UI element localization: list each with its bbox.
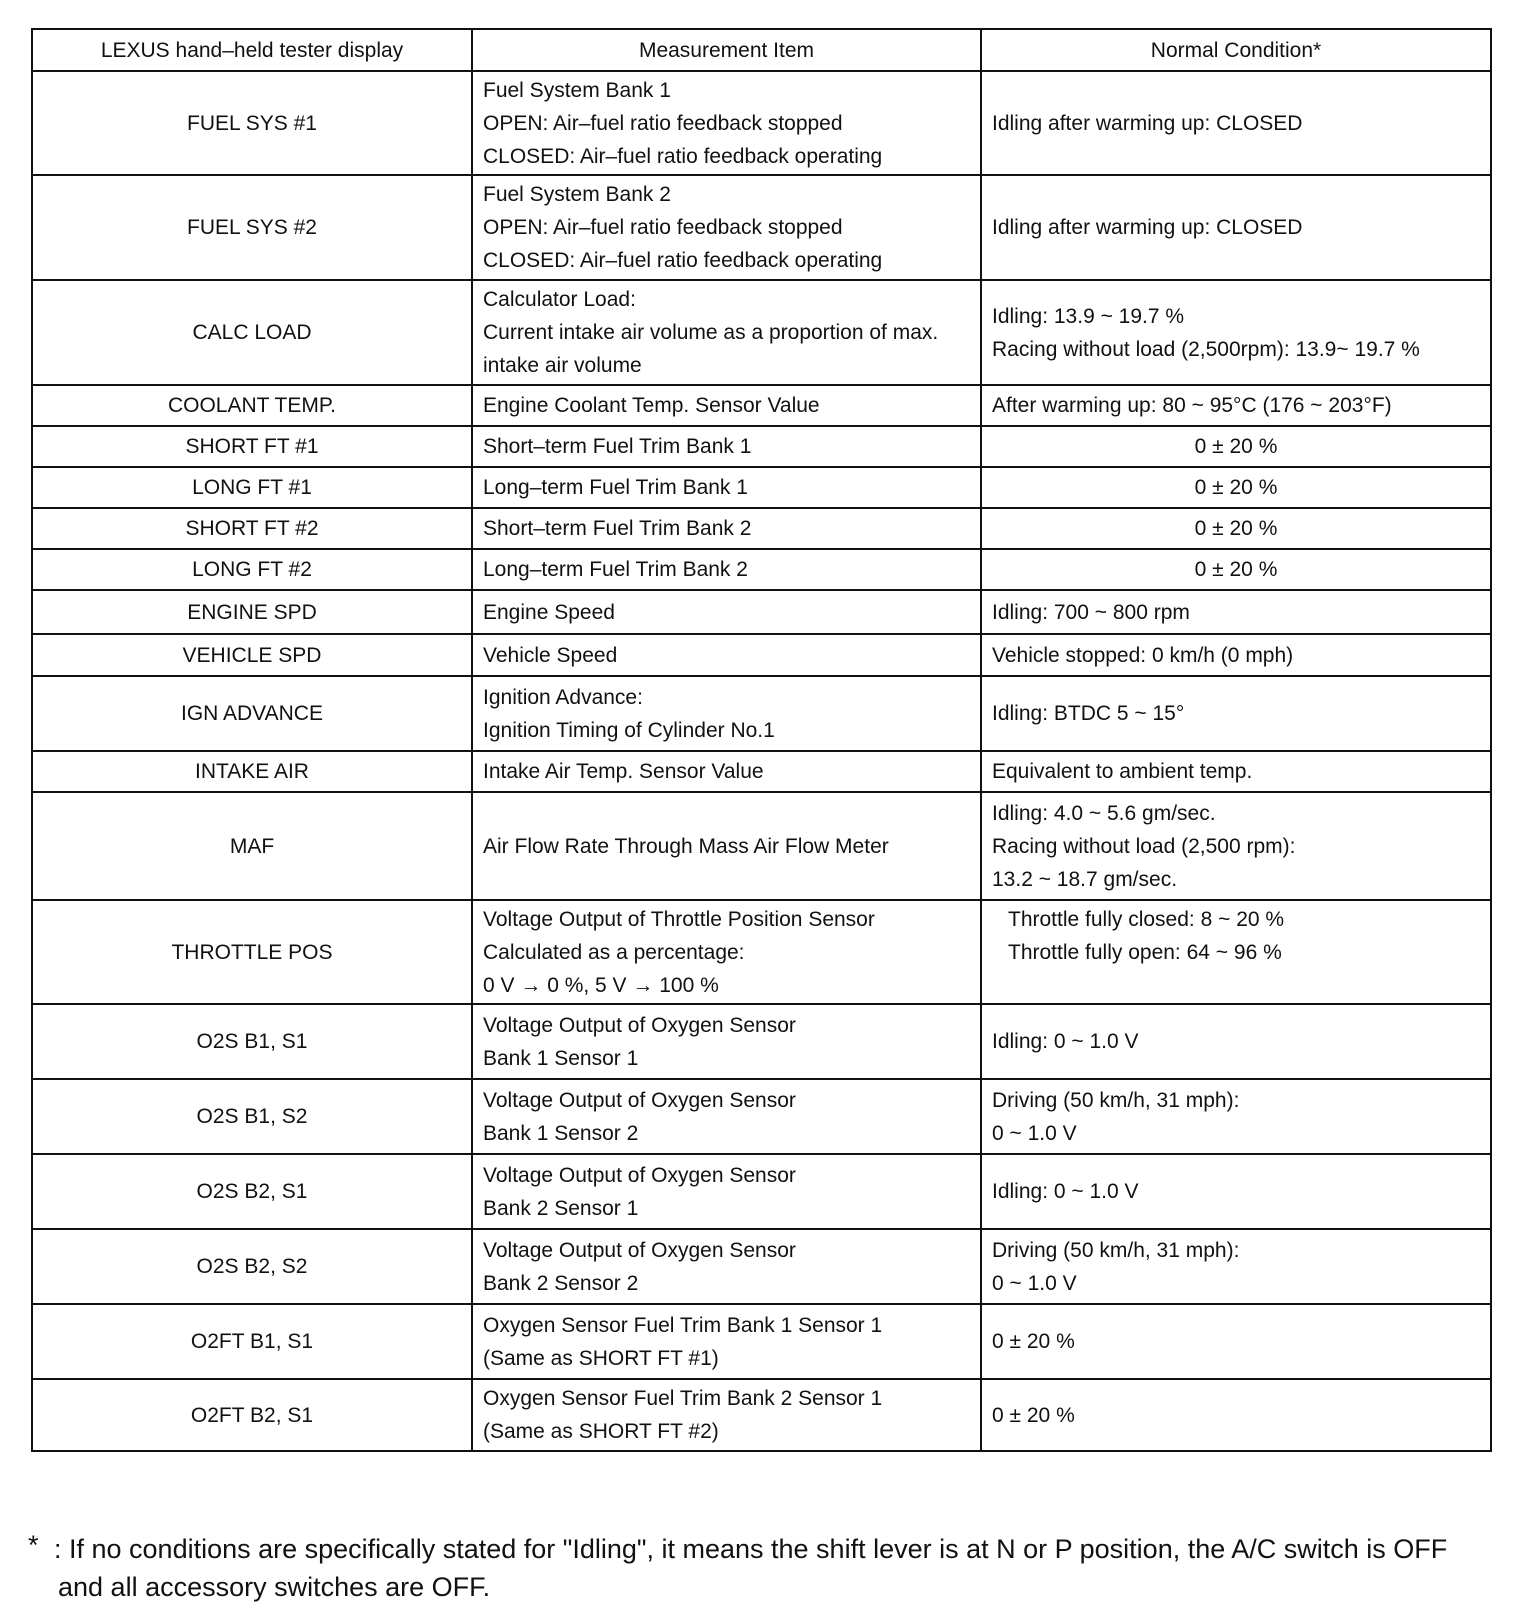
- measurement-item-cell: [472, 549, 981, 590]
- measurement-line: Oxygen Sensor Fuel Trim Bank 2 Sensor 1: [483, 1387, 883, 1410]
- measurement-line: Voltage Output of Oxygen Sensor: [483, 1163, 796, 1187]
- table-row: [32, 590, 1491, 634]
- measurement-item-cell: [472, 676, 981, 751]
- measurement-item-cell: [472, 1229, 981, 1304]
- measurement-line: Fuel System Bank 1: [483, 78, 671, 102]
- normal-condition-line: 13.2 ~ 18.7 gm/sec.: [992, 867, 1178, 891]
- normal-condition-cell: [981, 1229, 1491, 1304]
- normal-condition-line: Vehicle stopped: 0 km/h (0 mph): [992, 643, 1294, 667]
- table-row: [32, 751, 1491, 792]
- normal-condition-cell: [981, 508, 1491, 549]
- header-measurement: Measurement Item: [472, 29, 981, 71]
- measurement-line: Voltage Output of Oxygen Sensor: [483, 1088, 796, 1112]
- normal-condition-cell: [981, 426, 1491, 467]
- measurement-line: Calculated as a percentage:: [483, 940, 745, 964]
- measurement-line: (Same as SHORT FT #2): [483, 1420, 719, 1443]
- table-row: [32, 1304, 1491, 1379]
- table-row: [32, 1229, 1491, 1304]
- tester-display-cell: MAF: [32, 792, 472, 900]
- tester-display-cell: THROTTLE POS: [32, 900, 472, 1004]
- normal-condition-line: Idling: 0 ~ 1.0 V: [992, 1030, 1139, 1053]
- normal-condition-line: 0 ± 20 %: [1194, 517, 1278, 540]
- measurement-line: CLOSED: Air–fuel ratio feedback operating: [483, 144, 883, 168]
- measurement-item-cell: [472, 792, 981, 900]
- table-row: [32, 1154, 1491, 1229]
- tester-display-cell: IGN ADVANCE: [32, 676, 472, 751]
- normal-condition-line: 0 ~ 1.0 V: [992, 1121, 1077, 1145]
- normal-condition-cell: [981, 175, 1491, 280]
- table-row: [32, 1379, 1491, 1451]
- normal-condition-line: Idling after warming up: CLOSED: [992, 111, 1303, 135]
- normal-condition-line: 0 ± 20 %: [1194, 476, 1278, 499]
- measurement-item-cell: [472, 590, 981, 634]
- measurement-item-cell: [472, 1154, 981, 1229]
- measurement-item-cell: [472, 1079, 981, 1154]
- measurement-line: Current intake air volume as a proportion of max.: [483, 321, 939, 344]
- measurement-line: (Same as SHORT FT #1): [483, 1346, 719, 1370]
- table-row: [32, 676, 1491, 751]
- table-row: [32, 900, 1491, 1004]
- table-row: [32, 792, 1491, 900]
- measurement-line: intake air volume: [483, 354, 642, 377]
- measurement-line: CLOSED: Air–fuel ratio feedback operating: [483, 249, 883, 272]
- measurement-line: Vehicle Speed: [483, 643, 618, 667]
- measurement-item-cell: [472, 426, 981, 467]
- tester-display-cell: O2FT B2, S1: [32, 1379, 472, 1451]
- measurement-line: Bank 1 Sensor 2: [483, 1121, 639, 1145]
- measurement-line: Intake Air Temp. Sensor Value: [483, 760, 764, 783]
- normal-condition-cell: [981, 751, 1491, 792]
- measurement-item-cell: [472, 1004, 981, 1079]
- table-row: [32, 467, 1491, 508]
- measurement-line: Bank 1 Sensor 1: [483, 1046, 639, 1070]
- table-row: [32, 385, 1491, 426]
- table-body: [32, 71, 1491, 1451]
- measurement-item-cell: [472, 634, 981, 676]
- tester-display-cell: VEHICLE SPD: [32, 634, 472, 676]
- normal-condition-cell: [981, 634, 1491, 676]
- footnote-mark: *: [28, 1530, 39, 1560]
- normal-condition-line: 0 ± 20 %: [1194, 558, 1278, 581]
- table-row: [32, 634, 1491, 676]
- table-row: [32, 1004, 1491, 1079]
- normal-condition-line: Idling: 4.0 ~ 5.6 gm/sec.: [992, 801, 1216, 825]
- measurement-item-cell: [472, 280, 981, 385]
- normal-condition-cell: [981, 1154, 1491, 1229]
- table-row: [32, 508, 1491, 549]
- measurement-item-cell: [472, 1379, 981, 1451]
- normal-condition-cell: [981, 549, 1491, 590]
- measurement-line: Ignition Timing of Cylinder No.1: [483, 718, 775, 742]
- normal-condition-cell: [981, 1304, 1491, 1379]
- measurement-line: OPEN: Air–fuel ratio feedback stopped: [483, 216, 843, 239]
- tester-display-cell: SHORT FT #2: [32, 508, 472, 549]
- measurement-line: Engine Speed: [483, 600, 615, 624]
- measurement-item-cell: [472, 71, 981, 175]
- normal-condition-cell: [981, 1004, 1491, 1079]
- measurement-line: Short–term Fuel Trim Bank 1: [483, 435, 752, 458]
- measurement-line: Long–term Fuel Trim Bank 1: [483, 476, 748, 499]
- measurement-item-cell: [472, 1304, 981, 1379]
- tester-display-cell: CALC LOAD: [32, 280, 472, 385]
- data-list-table: [31, 28, 1492, 1452]
- table-row: [32, 549, 1491, 590]
- tester-display-cell: O2S B1, S1: [32, 1004, 472, 1079]
- table-row: [32, 426, 1491, 467]
- measurement-line: Calculator Load:: [483, 288, 636, 311]
- normal-condition-line: Idling: 700 ~ 800 rpm: [992, 600, 1190, 624]
- table-row: [32, 280, 1491, 385]
- header-normal-condition: Normal Condition*: [981, 29, 1491, 71]
- normal-condition-cell: [981, 1379, 1491, 1451]
- normal-condition-line: Idling: BTDC 5 ~ 15°: [992, 702, 1185, 725]
- tester-display-cell: INTAKE AIR: [32, 751, 472, 792]
- normal-condition-cell: [981, 900, 1491, 1004]
- measurement-line: Ignition Advance:: [483, 685, 643, 709]
- measurement-line: Engine Coolant Temp. Sensor Value: [483, 394, 820, 417]
- normal-condition-line: Driving (50 km/h, 31 mph):: [992, 1088, 1240, 1112]
- measurement-line: Voltage Output of Oxygen Sensor: [483, 1013, 796, 1037]
- normal-condition-line: Idling after warming up: CLOSED: [992, 216, 1303, 239]
- footnote-text: : If no conditions are specifically stated for "Idling", it means the shift lever is at N or P position, the A/C switch is OFF and all accessory switches are OFF.: [54, 1534, 1448, 1602]
- tester-display-cell: FUEL SYS #2: [32, 175, 472, 280]
- measurement-item-cell: [472, 175, 981, 280]
- normal-condition-cell: [981, 792, 1491, 900]
- tester-display-cell: SHORT FT #1: [32, 426, 472, 467]
- normal-condition-line: Idling: 13.9 ~ 19.7 %: [992, 304, 1185, 328]
- measurement-item-cell: [472, 900, 981, 1004]
- measurement-item-cell: [472, 508, 981, 549]
- normal-condition-cell: [981, 71, 1491, 175]
- normal-condition-line: 0 ~ 1.0 V: [992, 1271, 1077, 1295]
- normal-condition-line: 0 ± 20 %: [1194, 435, 1278, 458]
- normal-condition-cell: [981, 590, 1491, 634]
- measurement-line: Oxygen Sensor Fuel Trim Bank 1 Sensor 1: [483, 1313, 883, 1337]
- header-row: [32, 29, 1491, 71]
- normal-condition-cell: [981, 676, 1491, 751]
- measurement-item-cell: [472, 751, 981, 792]
- measurement-line: Short–term Fuel Trim Bank 2: [483, 517, 752, 540]
- measurement-item-cell: [472, 385, 981, 426]
- tester-display-cell: LONG FT #2: [32, 549, 472, 590]
- normal-condition-line: 0 ± 20 %: [992, 1330, 1075, 1353]
- normal-condition-line: Throttle fully open: 64 ~ 96 %: [1008, 941, 1282, 964]
- measurement-line: Bank 2 Sensor 2: [483, 1271, 639, 1295]
- measurement-line: Voltage Output of Throttle Position Sensor: [483, 907, 875, 931]
- normal-condition-cell: [981, 385, 1491, 426]
- tester-display-cell: COOLANT TEMP.: [32, 385, 472, 426]
- normal-condition-line: Idling: 0 ~ 1.0 V: [992, 1180, 1139, 1203]
- normal-condition-line: Equivalent to ambient temp.: [992, 760, 1253, 783]
- measurement-line: Bank 2 Sensor 1: [483, 1196, 639, 1220]
- tester-display-cell: O2S B1, S2: [32, 1079, 472, 1154]
- normal-condition-line: Driving (50 km/h, 31 mph):: [992, 1238, 1240, 1262]
- measurement-line: Voltage Output of Oxygen Sensor: [483, 1238, 796, 1262]
- normal-condition-cell: [981, 280, 1491, 385]
- normal-condition-line: Racing without load (2,500 rpm):: [992, 834, 1296, 858]
- table-row: [32, 1079, 1491, 1154]
- measurement-line: Air Flow Rate Through Mass Air Flow Meter: [483, 834, 889, 858]
- measurement-item-cell: [472, 467, 981, 508]
- measurement-line: Long–term Fuel Trim Bank 2: [483, 558, 748, 581]
- normal-condition-line: 0 ± 20 %: [992, 1403, 1075, 1427]
- normal-condition-line: Racing without load (2,500rpm): 13.9~ 19.7 %: [992, 337, 1420, 361]
- tester-display-cell: LONG FT #1: [32, 467, 472, 508]
- tester-display-cell: O2FT B1, S1: [32, 1304, 472, 1379]
- measurement-line: OPEN: Air–fuel ratio feedback stopped: [483, 111, 843, 135]
- normal-condition-cell: [981, 1079, 1491, 1154]
- header-display: LEXUS hand–held tester display: [32, 29, 472, 71]
- tester-display-cell: FUEL SYS #1: [32, 71, 472, 175]
- measurement-line: 0 V → 0 %, 5 V → 100 %: [483, 973, 719, 997]
- normal-condition-cell: [981, 467, 1491, 508]
- footnote: [28, 1530, 1498, 1606]
- measurement-line: Fuel System Bank 2: [483, 183, 671, 206]
- normal-condition-line: After warming up: 80 ~ 95°C (176 ~ 203°F): [992, 394, 1392, 417]
- tester-display-cell: O2S B2, S2: [32, 1229, 472, 1304]
- table-row: [32, 175, 1491, 280]
- normal-condition-line: Throttle fully closed: 8 ~ 20 %: [1008, 908, 1285, 931]
- tester-display-cell: O2S B2, S1: [32, 1154, 472, 1229]
- table-row: [32, 71, 1491, 175]
- tester-display-cell: ENGINE SPD: [32, 590, 472, 634]
